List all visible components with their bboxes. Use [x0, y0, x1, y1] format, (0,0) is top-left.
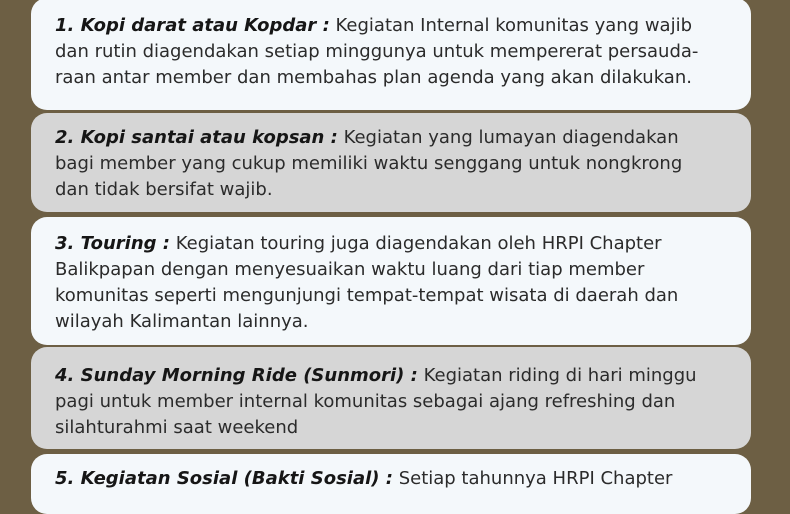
activity-title: 5. Kegiatan Sosial (Bakti Sosial) : [55, 468, 393, 489]
activity-description: Kegiatan riding di hari minggu [417, 365, 697, 386]
activity-line [55, 363, 727, 389]
activity-card-touring [31, 217, 751, 345]
activity-description: Kegiatan Internal komunitas yang wajib [329, 15, 693, 36]
activity-description: Kegiatan touring juga diagendakan oleh HRPI Chapter [169, 233, 662, 254]
activity-line: Balikpapan dengan menyesuaikan waktu luang dari tiap member [55, 259, 645, 280]
activity-line: dan rutin diagendakan setiap minggunya untuk mempererat persauda- [55, 41, 699, 62]
activity-line: raan antar member dan membahas plan agenda yang akan dilakukan. [55, 67, 692, 88]
activity-card-bakti-sosial [31, 454, 751, 514]
activity-line: bagi member yang cukup memiliki waktu senggang untuk nongkrong [55, 153, 683, 174]
activity-line [55, 13, 727, 39]
activity-line [55, 231, 727, 257]
activity-line: wilayah Kalimantan lainnya. [55, 311, 309, 332]
activity-card-sunmori [31, 347, 751, 449]
activity-card-kopsan [31, 113, 751, 212]
activity-card-kopdar [31, 0, 751, 110]
activity-line: dan tidak bersifat wajib. [55, 179, 273, 200]
activity-title: 2. Kopi santai atau kopsan : [55, 127, 338, 148]
activity-line: pagi untuk member internal komunitas sebagai ajang refreshing dan [55, 391, 676, 412]
activity-line [55, 125, 727, 151]
activity-line [55, 466, 727, 492]
activity-title: 4. Sunday Morning Ride (Sunmori) : [55, 365, 418, 386]
activity-title: 1. Kopi darat atau Kopdar : [55, 15, 330, 36]
activity-description: Kegiatan yang lumayan diagendakan [337, 127, 679, 148]
activity-description: Setiap tahunnya HRPI Chapter [392, 468, 673, 489]
activity-line: silahturahmi saat weekend [55, 417, 299, 438]
activity-title: 3. Touring : [55, 233, 170, 254]
activity-line: komunitas seperti mengunjungi tempat-tempat wisata di daerah dan [55, 285, 679, 306]
